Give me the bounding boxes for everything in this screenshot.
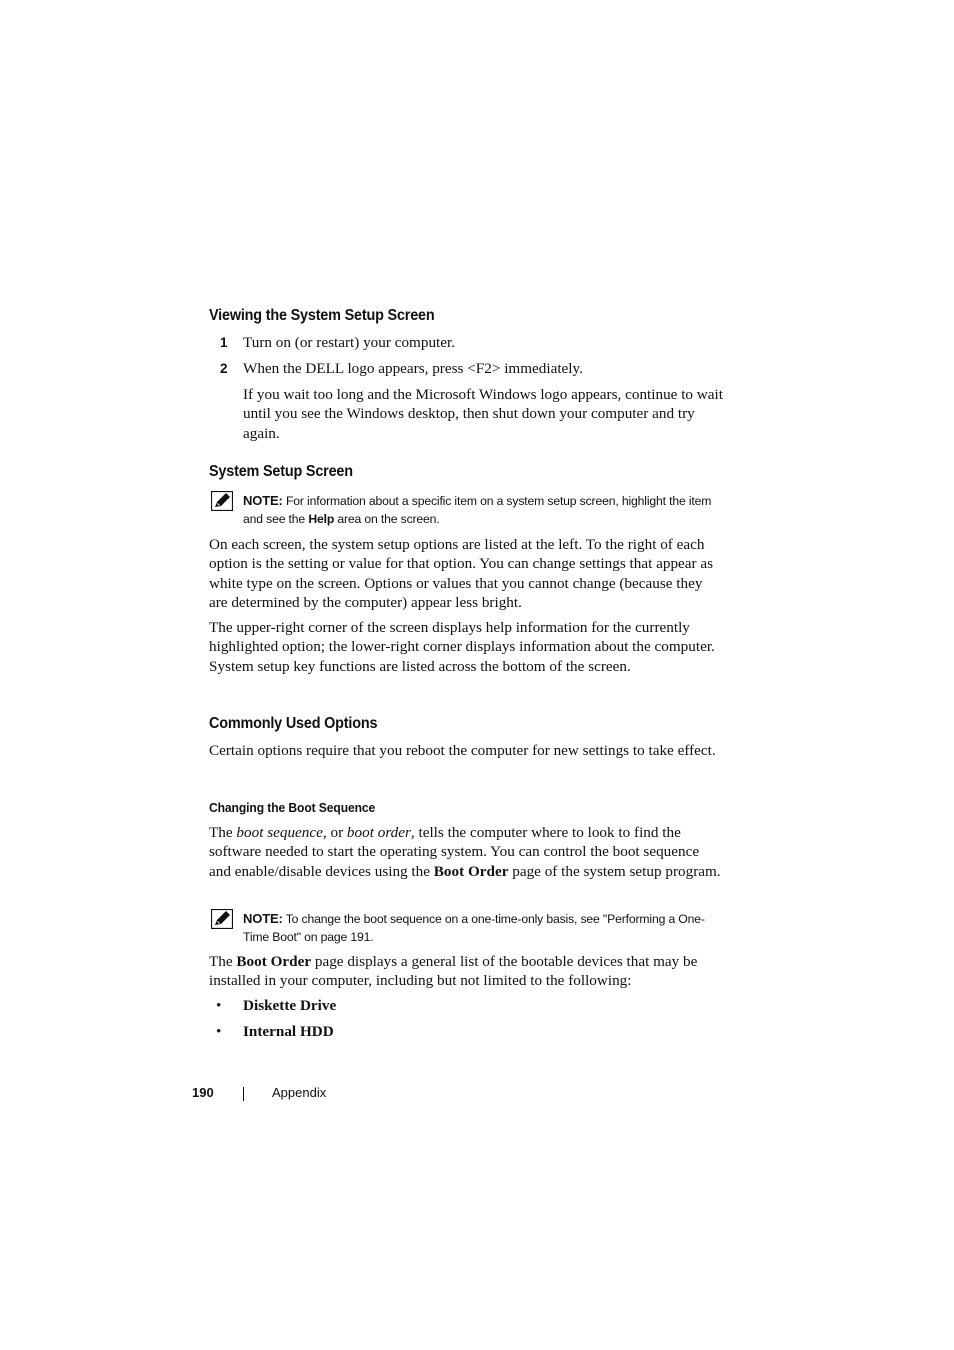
section-heading-viewing-setup: Viewing the System Setup Screen <box>209 307 435 324</box>
note-system-setup <box>243 492 728 528</box>
list-item: Internal HDD <box>243 1023 334 1040</box>
note-label: NOTE: <box>243 911 283 926</box>
boot-seq-italic-1: boot sequence <box>236 824 323 841</box>
page-number: 190 <box>192 1085 214 1100</box>
step-number-1: 1 <box>220 335 228 350</box>
boot-seq-text-4: page of the system setup program. <box>512 862 721 880</box>
paragraph-screen-corners: The upper-right corner of the screen displays help information for the currently highlighted option; the lower-right corner displays information about the computer. System setup key functions are listed across the bottom of the screen. <box>209 619 715 675</box>
step-number-2: 2 <box>220 361 228 376</box>
bullet-icon: • <box>216 1023 222 1040</box>
note-one-time-boot <box>243 910 723 946</box>
bullet-icon: • <box>216 997 222 1014</box>
paragraph-boot-order-list <box>209 952 724 991</box>
boot-order-text-2: page displays a general list of the bootable devices that may be installed in your computer, including but not limited to the following: <box>209 953 698 990</box>
footer-section: Appendix <box>272 1085 327 1100</box>
section-heading-system-setup-screen: System Setup Screen <box>209 463 353 480</box>
step-text-1: Turn on (or restart) your computer. <box>243 334 456 351</box>
boot-order-bold-2: Boot Order <box>236 953 312 970</box>
boot-order-text-1: The <box>209 953 233 970</box>
paragraph-reboot-note: Certain options require that you reboot the computer for new settings to take effect. <box>209 742 716 759</box>
boot-seq-italic-2: boot order <box>346 824 411 841</box>
note-text: To change the boot sequence on a one-time-only basis, see "Performing a One-Time Boot" on page 191. <box>243 912 705 944</box>
footer-divider <box>243 1087 244 1101</box>
boot-seq-text-3: , tells the computer where to look to find the software needed to start the operating system. You can control the boot sequence and enable/disable devices using the <box>209 824 700 880</box>
step-2-continuation: If you wait too long and the Microsoft Windows logo appears, continue to wait until you see the Windows desktop, then shut down your computer and try again. <box>243 386 723 442</box>
paragraph-boot-sequence <box>209 823 724 881</box>
list-item: Diskette Drive <box>243 997 337 1014</box>
boot-order-bold: Boot Order <box>433 862 509 880</box>
note-text-after: area on the screen. <box>337 512 440 526</box>
note-help-word: Help <box>308 512 335 526</box>
note-label: NOTE: <box>243 493 283 508</box>
note-pencil-icon <box>211 909 233 929</box>
step-text-2: When the DELL logo appears, press <F2> immediately. <box>243 360 583 377</box>
paragraph-setup-options: On each screen, the system setup options are listed at the left. To the right of each option is the setting or value for that option. You can change settings that appear as white type on the screen. Options or values that you cannot change (because they are determined by the computer) appear less bright. <box>209 536 714 612</box>
boot-seq-text-1: The <box>209 824 233 841</box>
section-heading-common-options: Commonly Used Options <box>209 715 378 732</box>
note-text-before: For information about a specific item on a system setup screen, highlight the item and see the <box>243 494 712 526</box>
note-pencil-icon <box>211 491 233 511</box>
subheading-boot-sequence: Changing the Boot Sequence <box>209 800 376 815</box>
boot-seq-text-2: , or <box>322 824 344 841</box>
